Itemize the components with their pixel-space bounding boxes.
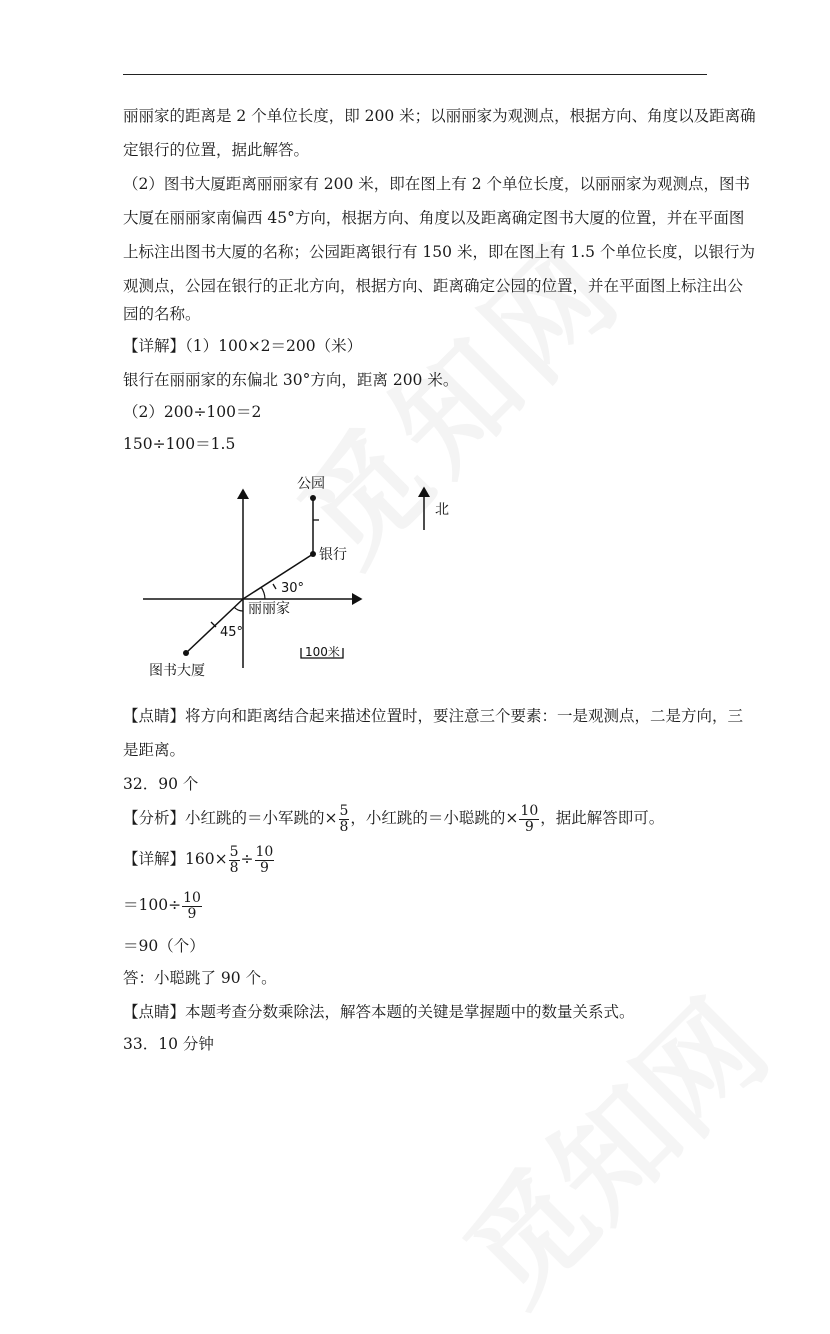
question-33-answer: 33．10 分钟 <box>123 1035 214 1053</box>
fraction-5-8: $\frac{5}{8}$ <box>339 802 349 835</box>
divide-op: ÷ <box>240 850 254 868</box>
library-point <box>183 650 189 656</box>
step-32 <box>123 888 203 922</box>
text-line-7: 园的名称。 <box>123 305 201 323</box>
header-rule <box>123 74 707 75</box>
step-prefix: ＝100÷ <box>123 896 182 914</box>
text-line-4: 大厦在丽丽家南偏西 45°方向，根据方向、角度以及距离确定图书大厦的位置，并在平面图 <box>123 209 745 227</box>
text-line-3: （2）图书大厦距离丽丽家有 200 米，即在图上有 2 个单位长度，以丽丽家为观测点，图书 <box>123 175 751 193</box>
answer-32: 答：小聪跳了 90 个。 <box>123 969 277 987</box>
north-label: 北 <box>435 502 449 518</box>
direction-map-figure <box>135 468 475 687</box>
analysis-prefix: 【分析】小红跳的＝小军跳的× <box>123 809 338 827</box>
angle-30-label: 30° <box>281 581 305 596</box>
text-line-1: 丽丽家的距离是 2 个单位长度，即 200 米；以丽丽家为观测点，根据方向、角度以及距离确 <box>123 107 756 125</box>
text-line-6: 观测点，公园在银行的正北方向，根据方向、距离确定公园的位置，并在平面图上标注出公 <box>123 277 744 295</box>
question-32-answer: 32．90 个 <box>123 775 199 793</box>
bank-label: 银行 <box>319 547 347 563</box>
detail-prefix: 【详解】160× <box>123 850 228 868</box>
library-label: 图书大厦 <box>149 663 205 679</box>
park-label: 公园 <box>297 476 325 492</box>
text-line-5: 上标注出图书大厦的名称；公园距离银行有 150 米，即在图上有 1.5 个单位长度，以银行为 <box>123 243 755 261</box>
angle-45-label: 45° <box>220 625 244 640</box>
analysis-suffix: ，据此解答即可。 <box>540 809 665 827</box>
tip-32: 【点睛】本题考查分数乘除法，解答本题的关键是掌握题中的数量关系式。 <box>123 1003 635 1021</box>
text-line-2: 定银行的位置，据此解答。 <box>123 141 310 159</box>
angle-arc-30 <box>261 587 265 599</box>
detail-line-4: 150÷100＝1.5 <box>123 435 236 453</box>
home-label: 丽丽家 <box>248 601 290 617</box>
detail-32 <box>123 842 275 876</box>
bank-point <box>310 551 316 557</box>
result-32: ＝90（个） <box>123 937 205 955</box>
fraction-10-9: $\frac{10}{9}$ <box>520 802 539 835</box>
fraction-5-8: $\frac{5}{8}$ <box>229 843 239 876</box>
angle-arc-45 <box>234 607 243 611</box>
direction-map-svg <box>135 468 475 683</box>
detail-line-3: （2）200÷100＝2 <box>123 403 262 421</box>
analysis-32 <box>123 801 664 835</box>
park-point <box>310 495 316 501</box>
detail-line-1: 【详解】（1）100×2＝200（米） <box>123 337 363 355</box>
scale-label: 100米 <box>305 645 340 659</box>
analysis-middle: ，小红跳的＝小聪跳的× <box>350 809 519 827</box>
fraction-10-9: $\frac{10}{9}$ <box>183 889 201 922</box>
detail-line-2: 银行在丽丽家的东偏北 30°方向，距离 200 米。 <box>123 371 459 389</box>
unit-tick <box>273 584 276 589</box>
tip-line-2: 是距离。 <box>123 741 186 759</box>
tip-line-1: 【点睛】将方向和距离结合起来描述位置时，要注意三个要素：一是观测点，二是方向，三 <box>123 707 744 725</box>
fraction-10-9: $\frac{10}{9}$ <box>255 843 274 876</box>
